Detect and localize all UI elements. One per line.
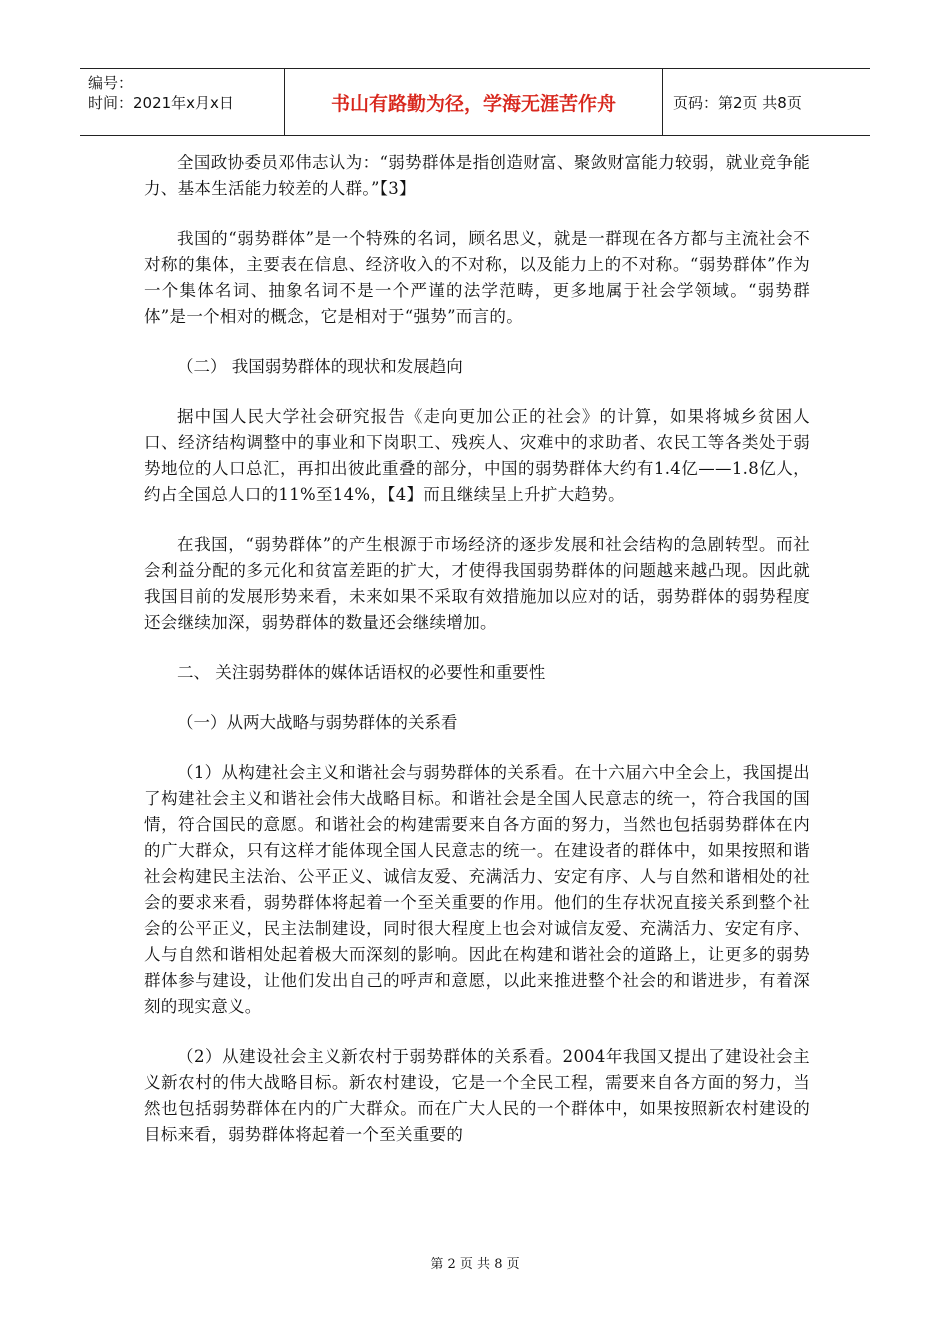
page-footer: 第 2 页 共 8 页 <box>430 1257 520 1272</box>
header-motto: 书山有路勤为径，学海无涯苦作舟 <box>285 69 663 135</box>
section-heading-necessity: 二、 关注弱势群体的媒体话语权的必要性和重要性 <box>177 663 546 682</box>
header-page-info: 页码：第2页 共8页 <box>673 93 802 112</box>
document-number: 编号： <box>88 74 134 92</box>
section-heading-status: （二） 我国弱势群体的现状和发展趋向 <box>177 357 463 376</box>
header-meta <box>80 69 285 135</box>
subsection-heading-strategies: （一）从两大战略与弱势群体的关系看 <box>177 713 458 732</box>
paragraph-new-countryside: （2）从建设社会主义新农村于弱势群体的关系看。2004年我国又提出了建设社会主义新农村的伟大战略目标。新农村建设，它是一个全民工程，需要来自各方面的努力，当然也包括弱势群体在内的广大群众。而在广大人民的一个群体中，如果按照新农村建设的目标来看，弱势群体将起着一个至关重要的 <box>144 1047 810 1144</box>
page-header <box>80 68 870 136</box>
paragraph-definition-china: 我国的“弱势群体”是一个特殊的名词，顾名思义，就是一群现在各方都与主流社会不对称的集体，主要表在信息、经济收入的不对称，以及能力上的不对称。“弱势群体”作为一个集体名词、抽象名词不是一个严谨的法学范畴，更多地属于社会学领域。“弱势群体”是一个相对的概念，它是相对于“强势”而言的。 <box>144 229 810 326</box>
paragraph-harmonious-society: （1）从构建社会主义和谐社会与弱势群体的关系看。在十六届六中全会上，我国提出了构建社会主义和谐社会伟大战略目标。和谐社会是全国人民意志的统一，符合我国的国情，符合国民的意愿。和谐社会的构建需要来自各方面的努力，当然也包括弱势群体在内的广大群众，只有这样才能体现全国人民意志的统一。在建设者的群体中，如果按照和谐社会构建民主法治、公平正义、诚信友爱、充满活力、安定有序、人与自然和谐相处的社会的要求来看，弱势群体将起着一个至关重要的作用。他们的生存状况直接关系到整个社会的公平正义，民主法制建设，同时很大程度上也会对诚信友爱、充满活力、安定有序、人与自然和谐相处起着极大而深刻的影响。因此在构建和谐社会的道路上，让更多的弱势群体参与建设，让他们发出自己的呼声和意愿，以此来推进整个社会的和谐进步，有着深刻的现实意义。 <box>144 763 810 1016</box>
document-body <box>144 150 810 1172</box>
paragraph-definition-deng: 全国政协委员邓伟志认为：“弱势群体是指创造财富、聚敛财富能力较弱，就业竞争能力、基本生活能力较差的人群。”【3】 <box>144 153 810 198</box>
paragraph-statistics: 据中国人民大学社会研究报告《走向更加公正的社会》的计算，如果将城乡贫困人口、经济结构调整中的事业和下岗职工、残疾人、灾难中的求助者、农民工等各类处于弱势地位的人口总汇，再扣出彼此重叠的部分，中国的弱势群体大约有1.4亿——1.8亿人，约占全国总人口的11%至14%，【4】而且继续呈上升扩大趋势。 <box>144 407 810 504</box>
paragraph-causes: 在我国，“弱势群体”的产生根源于市场经济的逐步发展和社会结构的急剧转型。而社会利益分配的多元化和贫富差距的扩大，才使得我国弱势群体的问题越来越凸现。因此就我国目前的发展形势来看，未来如果不采取有效措施加以应对的话，弱势群体的弱势程度还会继续加深，弱势群体的数量还会继续增加。 <box>144 535 810 632</box>
document-date: 时间：2021年x月x日 <box>88 94 234 112</box>
